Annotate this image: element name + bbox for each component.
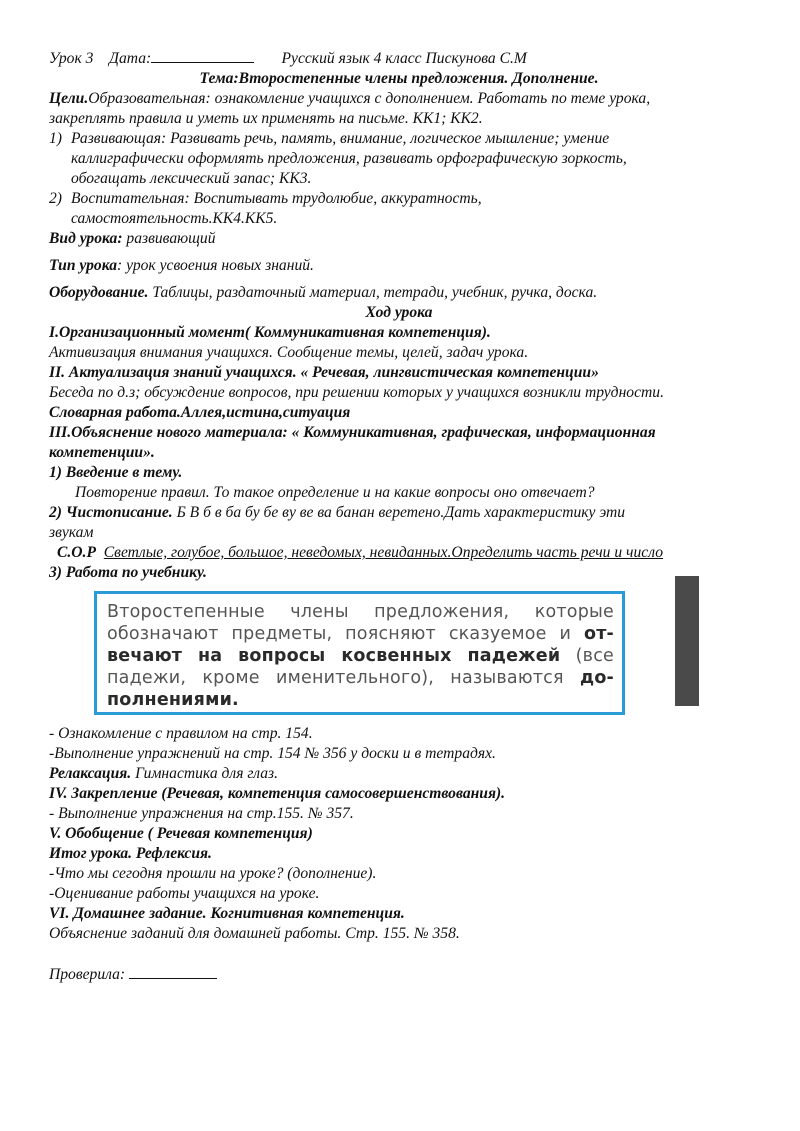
goal-item-1-num: 1) <box>49 130 62 147</box>
cop-label: С.О.Р <box>57 544 96 561</box>
goal-item-1-text: Развивающая: Развивать речь, память, внимание, логическое мышление; умение <box>71 130 610 147</box>
rule-box <box>94 591 625 715</box>
equipment <box>49 283 749 303</box>
relaxation-label: Релаксация. <box>49 765 132 782</box>
homework-text: Объяснение заданий для домашней работы. Стр. 155. № 358. <box>49 925 460 942</box>
rule-bold-questions: вечают на вопросы косвенных падежей <box>107 646 561 666</box>
rule-line-3-text: (все <box>575 646 614 666</box>
goal-item-1-line3: обогащать лексический запас; КК3. <box>71 170 312 187</box>
assessment-line: -Оценивание работы учащихся на уроке. <box>49 885 320 902</box>
textbook-margin-strip <box>675 576 699 706</box>
header-line <box>49 48 749 69</box>
goals-text1: Образовательная: ознакомление учащихся с дополнением. Работать по теме урока, <box>88 90 651 107</box>
goal-item-2-line2: самостоятельность.КК4.КК5. <box>71 210 278 227</box>
goal-item-2-line1 <box>49 189 749 209</box>
rule-line-1: Второстепенные члены предложения, которые <box>107 602 614 622</box>
lesson-type-value: : урок усвоения новых знаний. <box>117 257 314 274</box>
rule-line-4 <box>107 667 614 689</box>
equipment-label: Оборудование. <box>49 284 149 301</box>
goal-item-2-num: 2) <box>49 190 62 207</box>
rule-bold-do: до- <box>579 668 615 688</box>
lesson-type <box>49 256 749 276</box>
copywriting-label: 2) Чистописание. <box>49 504 173 521</box>
stage5-title: V. Обобщение ( Речевая компетенция) <box>49 825 313 842</box>
goals-line2: закреплять правила и уметь их применять на письме. КК1; КК2. <box>49 110 483 127</box>
stage6-title: VI. Домашнее задание. Когнитивная компетенция. <box>49 905 405 922</box>
topic-title: Тема:Второстепенные члены предложения. Дополнение. <box>199 70 599 87</box>
rule-line-2-text: обозначают предметы, поясняют сказуемое и <box>107 624 572 644</box>
copywriting-text: Б В б в ба бу бе ву ве ва банан веретено.Дать характеристику эти <box>172 504 626 521</box>
summary-title: Итог урока. Рефлексия. <box>49 845 212 862</box>
lesson-kind-value: развивающий <box>122 230 216 247</box>
rule-bold-ot: от- <box>583 624 614 644</box>
goals-line1 <box>49 89 749 109</box>
cop-line <box>49 543 749 563</box>
lesson-type-label: Тип урока <box>49 257 118 274</box>
copywriting-line2: звукам <box>49 524 94 541</box>
goals-label: Цели. <box>49 90 89 107</box>
exercise-line: -Выполнение упражнений на стр. 154 № 356 у доски и в тетрадях. <box>49 745 496 762</box>
lesson-plan-document <box>49 48 749 985</box>
copywriting-line <box>49 503 749 523</box>
equipment-value: Таблицы, раздаточный материал, тетради, учебник, ручка, доска. <box>148 284 598 301</box>
date-label: Дата: <box>109 50 152 67</box>
checked-by-line <box>49 964 749 985</box>
relaxation-text: Гимнастика для глаз. <box>131 765 279 782</box>
textbook-rule-figure <box>49 586 749 724</box>
signature-blank <box>129 964 217 979</box>
rule-line-4-text: падежи, кроме именительного), называются <box>107 668 564 688</box>
stage3-title-line1: III.Объяснение нового материала: « Коммуникативная, графическая, информационная <box>49 424 656 441</box>
checked-by-label: Проверила: <box>49 966 126 983</box>
date-blank <box>151 48 254 63</box>
rule-line-2 <box>107 623 614 645</box>
stage4-text: - Выполнение упражнения на стр.155. № 357. <box>49 805 354 822</box>
textbook-work-label: 3) Работа по учебнику. <box>49 564 207 581</box>
goal-item-1-line1 <box>49 129 749 149</box>
stage2-title: II. Актуализация знаний учащихся. « Речевая, лингвистическая компетенции» <box>49 364 599 381</box>
stage3-title-line2: компетенции». <box>49 444 155 461</box>
subject-info: Русский язык 4 класс Пискунова С.М <box>281 50 527 67</box>
goal-item-1-line2: каллиграфически оформлять предложения, развивать орфографическую зоркость, <box>71 150 627 167</box>
rule-line-3 <box>107 645 614 667</box>
lesson-kind <box>49 229 749 249</box>
stage4-title: IV. Закрепление (Речевая, компетенция самосовершенствования). <box>49 785 506 802</box>
rule-line-5: полнениями. <box>107 690 239 710</box>
lesson-number: Урок 3 <box>49 50 94 67</box>
intro-label: 1) Введение в тему. <box>49 464 183 481</box>
stage1-text: Активизация внимания учащихся. Сообщение темы, целей, задач урока. <box>49 344 529 361</box>
stage1-title: I.Организационный момент( Коммуникативная компетенция). <box>49 324 491 341</box>
goal-item-2-text: Воспитательная: Воспитывать трудолюбие, аккуратность, <box>71 190 482 207</box>
reflection-question: -Что мы сегодня прошли на уроке? (дополнение). <box>49 865 377 882</box>
vocabulary-work: Словарная работа.Аллея,истина,ситуация <box>49 404 351 421</box>
course-title: Ход урока <box>365 304 433 321</box>
relaxation <box>49 764 749 784</box>
stage2-text: Беседа по д.з; обсуждение вопросов, при решении которых у учащихся возникли трудности. <box>49 384 664 401</box>
intro-text: Повторение правил. То такое определение и на какие вопросы оно отвечает? <box>75 484 595 501</box>
cop-text: Светлые, голубое, большое, неведомых, невиданных.Определить часть речи и число <box>103 544 663 561</box>
rule-familiarization: - Ознакомление с правилом на стр. 154. <box>49 725 313 742</box>
lesson-kind-label: Вид урока: <box>49 230 123 247</box>
